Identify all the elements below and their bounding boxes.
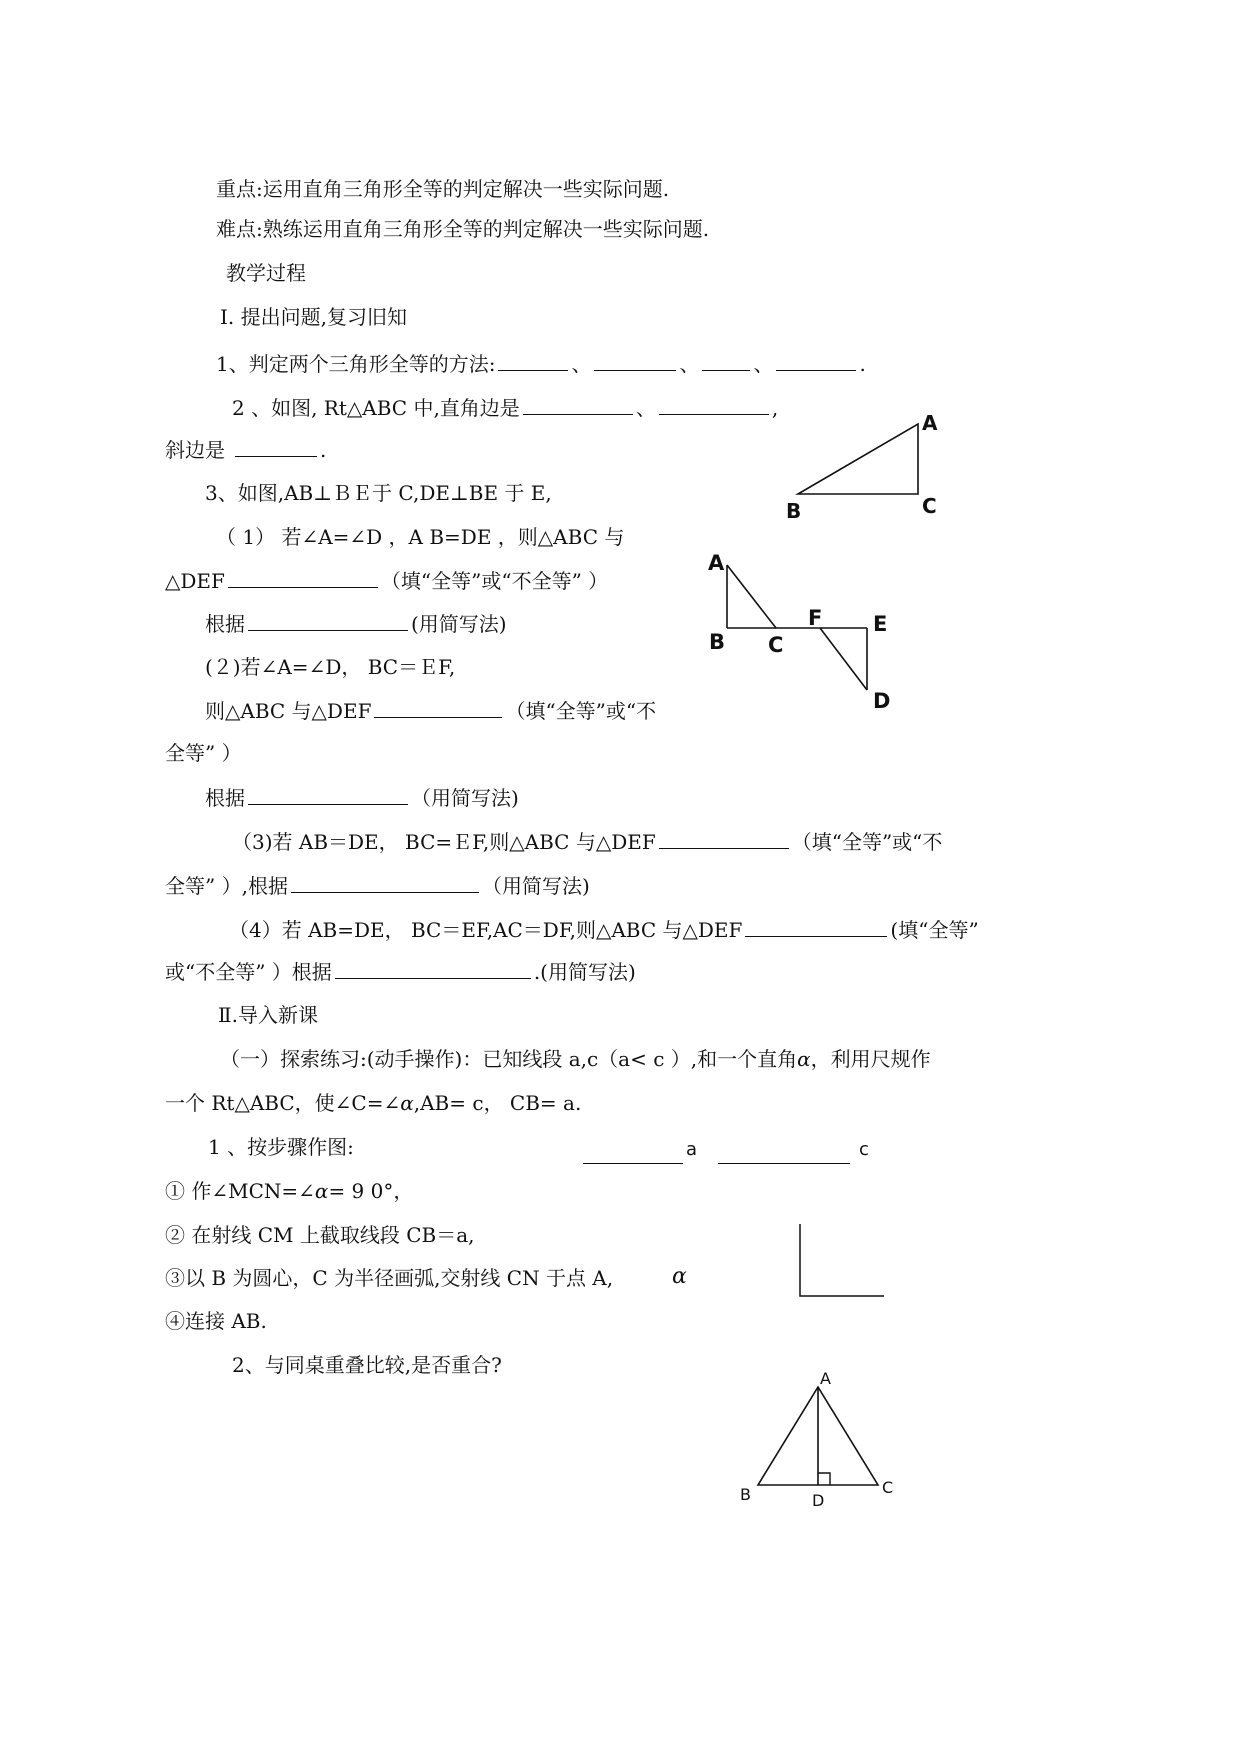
exercise-line: [220, 1046, 931, 1072]
basis-3-1: [205, 610, 507, 637]
segment-c-label: c: [859, 1139, 869, 1160]
abbr-hint: .(用简写法): [533, 960, 636, 984]
blank-basis-3-4[interactable]: [335, 958, 531, 979]
blank-3[interactable]: [702, 350, 750, 371]
q3-4-text: （4）若 AB=DE， BC＝EF,AC＝DF,则△ABC 与△DEF: [229, 918, 743, 942]
abbr-hint: (用简写法): [411, 612, 507, 636]
fill-hint: （填“全等”或“不全等” ）: [380, 569, 609, 593]
blank-3-1[interactable]: [228, 567, 378, 588]
basis-3-2: [205, 784, 519, 811]
question-3-2c: 全等” ）: [165, 741, 242, 765]
exercise-line-2: [165, 1090, 581, 1116]
separator: 、: [679, 352, 700, 376]
exercise-text: （一）探索练习:(动手操作)：已知线段 a,c（a< c ）,和一个直角: [220, 1047, 798, 1071]
question-3: 3、如图,AB⊥ＢＥ于 C,DE⊥BE 于 E,: [205, 481, 552, 505]
alpha-symbol: α: [314, 1179, 329, 1203]
triangle-def: △DEF: [165, 569, 225, 593]
question-3-3b: [165, 872, 590, 899]
difficulty-line: 难点:熟练运用直角三角形全等的判定解决一些实际问题.: [216, 217, 710, 241]
fig2-label-b: B: [709, 630, 726, 654]
blank-basis-3-2[interactable]: [248, 784, 408, 805]
fig2-label-a: A: [708, 551, 725, 575]
segment-c: [718, 1163, 850, 1164]
exercise-end: ，利用尺规作: [810, 1047, 931, 1071]
step-1-text: ① 作∠MCN=∠: [165, 1179, 315, 1203]
blank-hyp[interactable]: [235, 436, 317, 457]
q3-3-text: （3)若 AB＝DE， BC=ＥF,则△ABC 与△DEF: [232, 830, 656, 854]
section2-heading: Ⅱ.导入新课: [218, 1003, 318, 1027]
question-3-2: (２)若∠A=∠D， BC＝ＥF,: [205, 655, 456, 679]
question-3-1b: [165, 567, 608, 594]
blank-basis-3-1[interactable]: [248, 610, 408, 631]
figure-2: [700, 545, 900, 715]
question-2: [232, 394, 778, 421]
separator: 、: [635, 396, 656, 420]
abbr-hint: （用简写法): [481, 874, 590, 898]
alpha-symbol: α: [400, 1091, 414, 1115]
period: .: [859, 352, 866, 376]
step-3: ③以 B 为圆心，C 为半径画弧,交射线 CN 于点 A,: [165, 1266, 614, 1290]
fig1-label-c: C: [922, 494, 937, 518]
question-3-3: [232, 828, 942, 855]
separator: 、: [753, 352, 774, 376]
hyp-text: 斜边是: [165, 438, 225, 462]
basis-label: 根据: [205, 786, 245, 810]
basis-label: 或“不全等” ）根据: [165, 960, 332, 984]
fig1-label-b: B: [786, 499, 802, 523]
step-1-end: = 9 0°，: [328, 1179, 414, 1203]
section1-heading: Ⅰ. 提出问题,复习旧知: [220, 305, 407, 329]
fig3-label-a: A: [820, 1369, 831, 1388]
blank-basis-3-3[interactable]: [291, 872, 479, 893]
right-angle-figure: [798, 1222, 888, 1298]
blank-4[interactable]: [776, 350, 856, 371]
triangle-compare: 则△ABC 与△DEF: [205, 699, 372, 723]
question-3-1: （ 1） 若∠A=∠D ，A B=DE ，则△ABC 与: [216, 525, 625, 549]
question-2-text: 2 、如图, Rt△ABC 中,直角边是: [232, 396, 520, 420]
alpha-symbol: α: [797, 1047, 811, 1071]
fig1-label-a: A: [922, 411, 938, 435]
question-3-4b: [165, 958, 636, 985]
fill-hint: （填“全等”或“不: [505, 699, 657, 723]
figure-1-triangle: [780, 410, 960, 530]
fig3-label-b: B: [740, 1485, 751, 1504]
fig2-label-e: E: [873, 612, 888, 636]
question-3-4: [229, 916, 979, 943]
exercise-end-2: ,AB= c， CB= a.: [413, 1091, 582, 1115]
fig3-label-c: C: [882, 1478, 894, 1497]
question-2-hyp: [165, 436, 326, 463]
fill-hint: （填“全等”或“不: [791, 830, 943, 854]
blank-leg2[interactable]: [659, 394, 769, 415]
blank-3-3[interactable]: [659, 828, 789, 849]
blank-3-4[interactable]: [745, 916, 887, 937]
fill-hint: (填“全等”: [890, 918, 979, 942]
alpha-label: α: [672, 1264, 687, 1289]
question-1-text: 1、判定两个三角形全等的方法:: [216, 352, 496, 376]
segment-a-label: a: [686, 1139, 698, 1160]
compare-question: 2、与同桌重叠比较,是否重合?: [232, 1353, 502, 1377]
fig2-label-d: D: [873, 689, 891, 713]
exercise-text-2: 一个 Rt△ABC，使∠C=∠: [165, 1091, 401, 1115]
question-1: [216, 350, 866, 377]
process-heading: 教学过程: [226, 261, 306, 285]
question-3-2b: [205, 697, 656, 724]
segment-a: [583, 1163, 683, 1164]
blank-leg1[interactable]: [523, 394, 633, 415]
basis-label: 全等” ）,根据: [165, 874, 288, 898]
blank-2[interactable]: [594, 350, 676, 371]
period: .: [320, 438, 327, 462]
figure-3: [730, 1365, 910, 1515]
blank-1[interactable]: [498, 350, 568, 371]
step-4: ④连接 AB.: [165, 1309, 267, 1333]
step-1: [165, 1178, 413, 1204]
basis-label: 根据: [205, 612, 245, 636]
step-2: ② 在射线 CM 上截取线段 CB＝a,: [165, 1223, 475, 1247]
fig2-label-f: F: [808, 606, 823, 630]
key-point-line: 重点:运用直角三角形全等的判定解决一些实际问题.: [216, 177, 670, 201]
separator: 、: [571, 352, 592, 376]
comma: ,: [771, 396, 779, 420]
blank-3-2[interactable]: [374, 697, 502, 718]
fig2-label-c: C: [768, 633, 784, 657]
abbr-hint: （用简写法): [411, 786, 519, 810]
fig3-label-d: D: [812, 1491, 825, 1510]
steps-heading: 1 、按步骤作图:: [208, 1135, 354, 1159]
